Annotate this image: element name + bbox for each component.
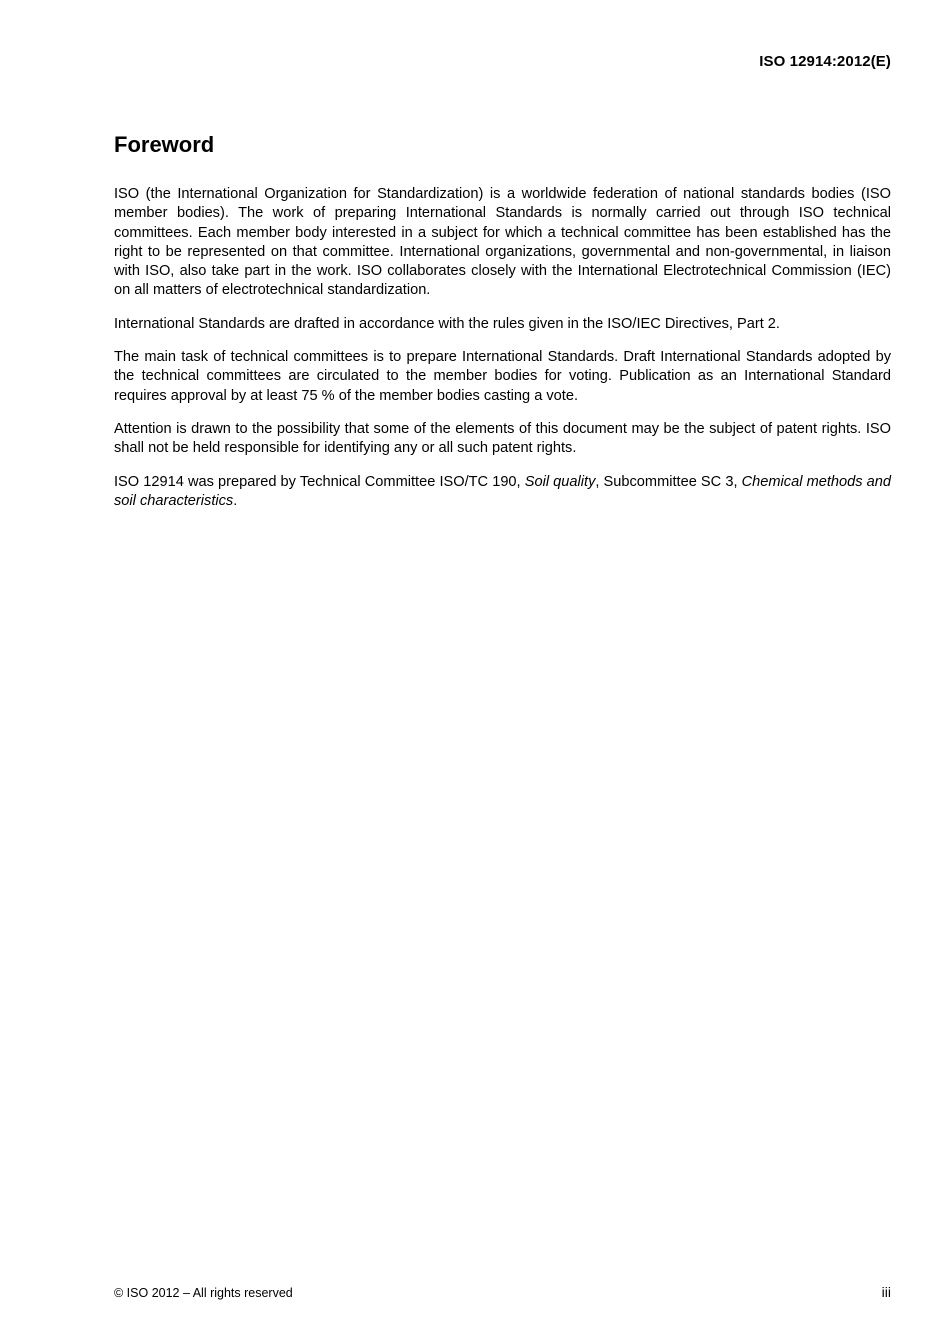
prepared-text-middle: , Subcommittee SC 3, — [595, 473, 742, 490]
prepared-text-start: ISO 12914 was prepared by Technical Committee ISO/TC 190, — [114, 473, 525, 490]
paragraph-drafting-rules: International Standards are drafted in accordance with the rules given in the ISO/IEC Directives, Part 2. — [114, 315, 780, 332]
document-identifier: ISO 12914:2012(E) — [759, 53, 891, 70]
foreword-section — [114, 130, 891, 525]
copyright-notice: © ISO 2012 – All rights reserved — [114, 1286, 293, 1300]
paragraph-prepared-by — [114, 473, 891, 512]
prepared-text-end: . — [233, 492, 238, 509]
subcommittee-name: Chemical methods and soil characteristics — [114, 473, 892, 509]
page-number: iii — [881, 1284, 891, 1300]
page-title: Foreword — [114, 132, 215, 157]
paragraph-patent-rights: Attention is drawn to the possibility that some of the elements of this document may be the subject of patent rights. ISO shall not be held responsible for identifying any or all such patent rights. — [114, 420, 891, 457]
committee-name: Soil quality — [524, 473, 596, 490]
paragraph-iso-description: ISO (the International Organization for Standardization) is a worldwide federation of national standards bodies (ISO member bodies). The work of preparing International Standards is normally carried out through ISO technical committees. Each member body interested in a subject for which a technical committee has been established has the right to be represented on that committee. International organizations, governmental and non-governmental, in liaison with ISO, also take part in the work. ISO collaborates closely with the International Electrotechnical Commission (IEC) on all matters of electrotechnical standardization. — [114, 186, 891, 299]
paragraph-committee-task: The main task of technical committees is to prepare International Standards. Draft International Standards adopted by the technical committees are circulated to the member bodies for voting. Publication as an International Standard requires approval by at least 75 % of the member bodies casting a vote. — [114, 349, 891, 404]
